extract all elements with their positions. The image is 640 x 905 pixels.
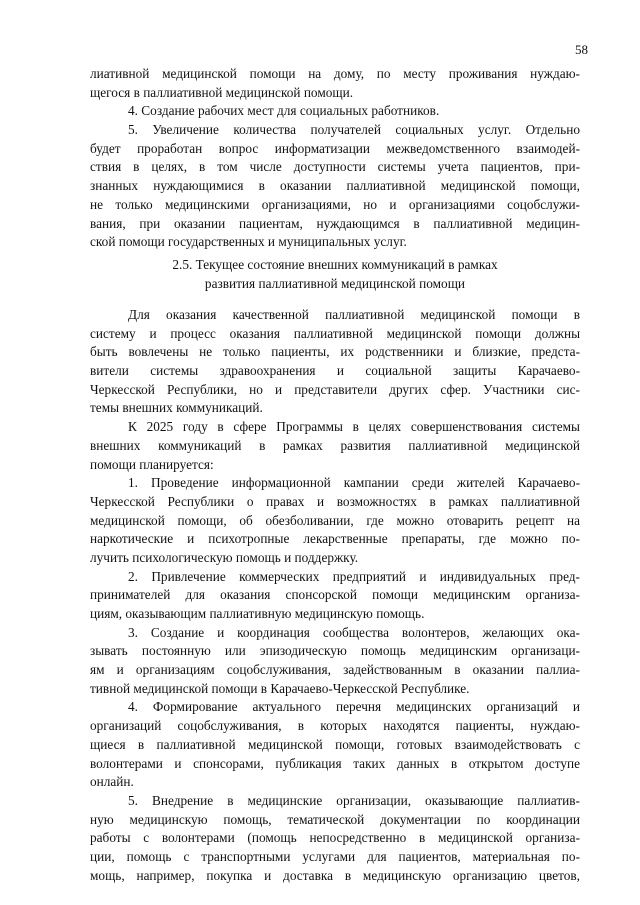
text-line: помощи планируется: [90,456,214,472]
text-line: 5. Внедрение в медицинские организации, оказывающие паллиатив- [128,792,580,808]
text-line: лиативной медицинской помощи на дому, по месту проживания нуждаю- [90,66,580,81]
text-line: онлайн. [90,774,134,790]
text-line: 4. Формирование актуального перечня медицинских организаций и [128,699,580,715]
text-line: работы с волонтерами (помощь непосредственно в медицинской организа- [90,830,580,846]
text-line: наркотические и психотропные лекарственные препараты, где можно по- [90,531,580,547]
top-text-block [90,65,580,252]
text-line: 2. Привлечение коммерческих предприятий и индивидуальных пред- [128,568,580,584]
text-line: ям и организациям соцобслуживания, задействованным в оказании паллиа- [90,662,580,678]
text-line: ции, помощь с транспортными услугами для пациентов, материальная по- [90,848,580,864]
text-line: мощь, например, покупка и доставка в медицинскую организацию цветов, [90,867,580,883]
text-line: Для оказания качественной паллиативной медицинской помощи в [128,307,580,322]
text-line: ствия в целях, в том числе доступности системы учета пациентов, при- [90,159,580,175]
text-line: ской помощи государственных и муниципальных услуг. [90,234,407,250]
page-number: 58 [575,42,588,57]
text-line: быть вовлечены не только пациенты, их родственники и близкие, предста- [90,344,580,360]
text-line: Черкесской Республики о правах и возможностях в рамках паллиативной [90,493,580,509]
text-line: 1. Проведение информационной кампании среди жителей Карачаево- [128,475,580,491]
text-line: систему и процесс оказания паллиативной медицинской помощи должны [90,325,580,341]
text-line: циям, оказывающим паллиативную медицинскую помощь. [90,606,425,621]
text-line: волонтерами и спонсорами, публикация таких данных в открытом доступе [90,755,580,771]
heading-line: развития паллиативной медицинской помощи [204,275,466,291]
text-line: темы внешних коммуникаций. [90,400,263,416]
main-text-block [90,306,580,885]
text-line: вания, при оказании пациентам, нуждающимся в паллиативной медицин- [90,215,580,231]
text-line: 4. Создание рабочих мест для социальных работников. [128,103,440,119]
text-line: 5. Увеличение количества получателей социальных услуг. Отдельно [128,122,580,138]
heading-line: 2.5. Текущее состояние внешних коммуникаций в рамках [172,257,498,272]
text-line: ную медицинскую помощь, тематической документации по координации [90,811,580,827]
text-line: щегося в паллиативной медицинской помощи. [90,84,354,100]
text-line: вители системы здравоохранения и социальной защиты Карачаево- [90,363,580,379]
text-line: Черкесской Республики, но и представители других сфер. Участники сис- [90,381,580,397]
text-line: К 2025 году в сфере Программы в целях совершенствования системы [128,419,580,435]
text-line: лучить психологическую помощь и поддержку. [90,549,359,565]
text-line: не только медицинскими организациями, но и организациями соцобслужи- [90,196,580,212]
text-line: будет проработан вопрос информатизации межведомственного взаимодей- [90,140,580,156]
text-line: организаций соцобслуживания, в которых находятся пациенты, нуждаю- [90,718,580,734]
text-line: внешних коммуникаций в рамках развития паллиативной медицинской [90,437,580,453]
text-line: щиеся в паллиативной медицинской помощи, готовых взаимодействовать с [90,736,580,752]
text-line: знанных нуждающимися в оказании паллиативной медицинской помощи, [90,178,580,194]
text-line: тивной медицинской помощи в Карачаево-Черкесской Республике. [90,680,470,696]
text-line: принимателей для оказания спонсорской помощи медицинским организа- [90,587,580,603]
text-line: зывать постоянную или эпизодическую помощь медицинским организаци- [90,643,580,659]
section-heading [90,256,580,293]
text-line: 3. Создание и координация сообщества волонтеров, желающих ока- [128,624,580,640]
text-line: медицинской помощи, об обезболивании, где можно отоварить рецепт на [90,512,580,528]
